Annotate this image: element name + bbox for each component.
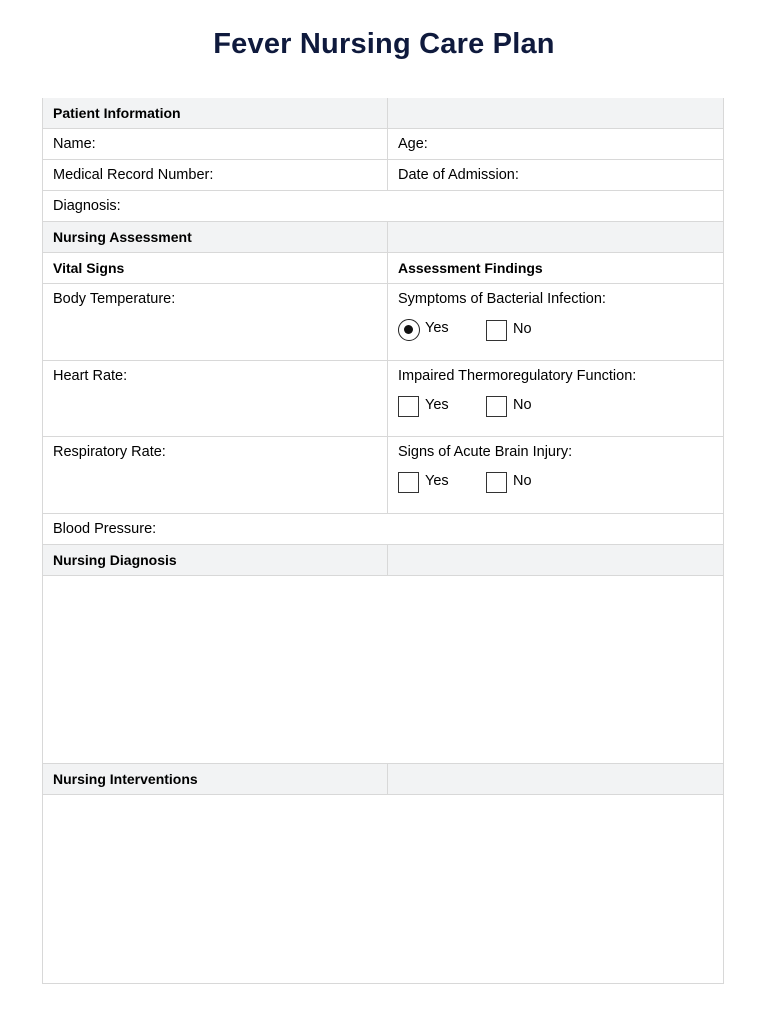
yes-option[interactable] bbox=[398, 396, 486, 417]
page-title: Fever Nursing Care Plan bbox=[213, 28, 555, 60]
nursing-assessment-header-row bbox=[43, 222, 723, 253]
checkbox-icon[interactable] bbox=[486, 320, 507, 341]
age-field[interactable]: Age: bbox=[398, 136, 428, 152]
no-option[interactable] bbox=[486, 472, 574, 493]
checkbox-icon[interactable] bbox=[398, 472, 419, 493]
nursing-interventions-header: Nursing Interventions bbox=[43, 764, 388, 794]
no-label: No bbox=[513, 320, 532, 337]
date-of-admission-field[interactable]: Date of Admission: bbox=[398, 167, 519, 183]
diagnosis-row bbox=[43, 191, 723, 222]
finding-label: Impaired Thermoregulatory Function: bbox=[398, 368, 637, 384]
yes-label: Yes bbox=[425, 397, 449, 413]
yes-label: Yes bbox=[425, 320, 449, 336]
no-label: No bbox=[513, 473, 532, 489]
finding-label: Signs of Acute Brain Injury: bbox=[398, 444, 573, 460]
blood-pressure-field[interactable]: Blood Pressure: bbox=[53, 521, 157, 537]
assessment-row bbox=[43, 361, 723, 437]
body-temperature-field[interactable]: Body Temperature: bbox=[43, 284, 388, 360]
yes-option[interactable] bbox=[398, 472, 486, 493]
patient-info-header: Patient Information bbox=[43, 98, 388, 128]
nursing-interventions-header-blank bbox=[388, 764, 723, 794]
checkbox-icon[interactable] bbox=[398, 396, 419, 417]
blood-pressure-row bbox=[43, 514, 723, 545]
yes-label: Yes bbox=[425, 473, 449, 489]
heart-rate-field[interactable]: Heart Rate: bbox=[43, 361, 388, 436]
no-option[interactable] bbox=[486, 396, 574, 417]
assessment-columns-row bbox=[43, 253, 723, 284]
nursing-interventions-header-row bbox=[43, 764, 723, 795]
patient-info-header-blank bbox=[388, 98, 723, 128]
nursing-diagnosis-header-blank bbox=[388, 545, 723, 575]
patient-info-header-row bbox=[43, 98, 723, 129]
thermoregulatory-finding bbox=[388, 361, 723, 436]
nursing-diagnosis-header-row bbox=[43, 545, 723, 576]
finding-label: Symptoms of Bacterial Infection: bbox=[398, 291, 606, 307]
yes-no-options bbox=[398, 319, 713, 341]
diagnosis-field[interactable]: Diagnosis: bbox=[53, 198, 121, 214]
assessment-row bbox=[43, 284, 723, 361]
name-field[interactable]: Name: bbox=[43, 129, 388, 159]
nursing-diagnosis-text-area[interactable] bbox=[43, 576, 723, 763]
yes-no-options bbox=[398, 396, 713, 417]
nursing-assessment-header: Nursing Assessment bbox=[43, 222, 388, 252]
brain-injury-finding bbox=[388, 437, 723, 513]
nursing-assessment-header-blank bbox=[388, 222, 723, 252]
nursing-diagnosis-header: Nursing Diagnosis bbox=[43, 545, 388, 575]
assessment-findings-header: Assessment Findings bbox=[398, 260, 543, 276]
medical-record-number-field[interactable]: Medical Record Number: bbox=[43, 160, 388, 190]
assessment-row bbox=[43, 437, 723, 514]
nursing-interventions-text-area[interactable] bbox=[43, 795, 723, 983]
checkbox-icon[interactable] bbox=[486, 472, 507, 493]
nursing-interventions-area-row bbox=[43, 795, 723, 983]
no-label: No bbox=[513, 397, 532, 413]
checkbox-icon[interactable] bbox=[486, 396, 507, 417]
yes-no-options bbox=[398, 472, 713, 493]
mrn-admission-row bbox=[43, 160, 723, 191]
selected-radio-icon[interactable] bbox=[398, 319, 420, 341]
vital-signs-header: Vital Signs bbox=[43, 253, 388, 283]
name-age-row bbox=[43, 129, 723, 160]
no-option[interactable] bbox=[486, 320, 574, 341]
respiratory-rate-field[interactable]: Respiratory Rate: bbox=[43, 437, 388, 513]
yes-option[interactable] bbox=[398, 319, 486, 341]
bacterial-infection-finding bbox=[388, 284, 723, 360]
care-plan-form bbox=[42, 98, 724, 984]
nursing-diagnosis-area-row bbox=[43, 576, 723, 764]
